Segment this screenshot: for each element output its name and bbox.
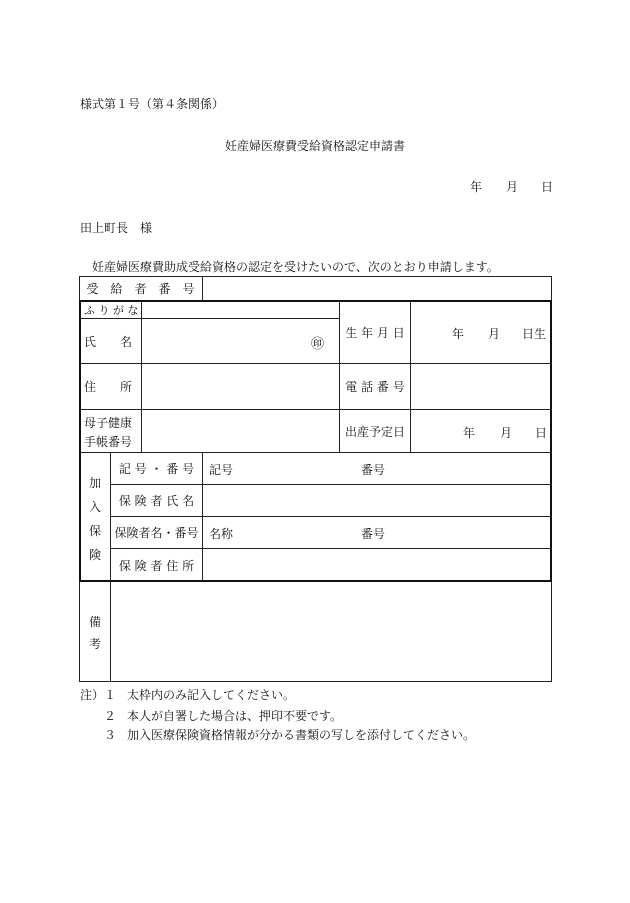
note-3-number: ３ — [104, 728, 117, 742]
date-year: 年 — [470, 180, 483, 194]
due-day: 日 — [535, 426, 548, 440]
symbol-number-label: 記 号 ・ 番 号 — [118, 462, 195, 476]
insurer-address-field[interactable] — [203, 549, 551, 581]
date-day: 日 — [541, 180, 554, 194]
date-month: 月 — [506, 180, 519, 194]
number-prefix: 番号 — [361, 463, 386, 477]
due-month: 月 — [500, 426, 513, 440]
birth-month: 月 — [488, 327, 501, 341]
symbol-prefix: 記号 — [209, 463, 234, 477]
due-year: 年 — [463, 426, 476, 440]
note-1-number: １ — [104, 688, 117, 702]
note-3-text: 加入医療保険資格情報が分かる書類の写しを添付してください。 — [127, 728, 476, 742]
seal-mark: ㊞ — [311, 337, 325, 352]
intro-text: 妊産婦医療費助成受給資格の認定を受けたいので、次のとおり申請します。 — [92, 260, 499, 274]
insurance-label-3: 保 — [89, 524, 102, 538]
insurer-name-number-label: 保険者名・番号 — [114, 526, 199, 540]
birthdate-label: 生 年 月 日 — [345, 325, 405, 340]
insured-name-label: 保 険 者 氏 名 — [118, 494, 195, 508]
due-date-label: 出産予定日 — [344, 424, 405, 439]
address-label: 住 所 — [84, 380, 133, 394]
recipient-number-field[interactable] — [203, 276, 552, 300]
name-field[interactable] — [142, 319, 339, 363]
name-label: 氏 名 — [84, 334, 133, 349]
remarks-field[interactable] — [111, 583, 551, 681]
handbook-label-line1: 母子健康 — [84, 416, 133, 430]
notes-prefix: 注） — [80, 688, 105, 702]
insurer-number-prefix: 番号 — [361, 527, 386, 541]
handbook-label-line2: 手帳番号 — [84, 435, 133, 449]
remarks-label-2: 考 — [89, 637, 102, 651]
insurer-address-label: 保 険 者 住 所 — [118, 558, 195, 573]
insurance-label-2: 入 — [89, 500, 102, 514]
form-title: 妊産婦医療費受給資格認定申請書 — [224, 139, 405, 153]
address-field[interactable] — [142, 364, 339, 409]
insurance-label-1: 加 — [89, 476, 102, 490]
phone-label: 電 話 番 号 — [345, 380, 405, 394]
remarks-label-1: 備 — [89, 615, 102, 629]
note-2-text: 本人が自署した場合は、押印不要です。 — [127, 709, 343, 723]
handbook-number-field[interactable] — [142, 410, 339, 452]
insurer-name-prefix: 名称 — [209, 527, 234, 541]
addressee: 田上町長 様 — [80, 221, 153, 235]
furigana-field[interactable] — [142, 301, 339, 318]
insured-name-field[interactable] — [203, 485, 551, 516]
recipient-number-label: 受 給 者 番 号 — [86, 281, 195, 296]
birth-day: 日生 — [522, 327, 547, 341]
furigana-label: ふ り が な — [84, 303, 139, 317]
phone-field[interactable] — [411, 364, 551, 409]
form-number: 様式第１号（第４条関係） — [80, 97, 225, 111]
note-1-text: 太枠内のみ記入してください。 — [127, 688, 296, 702]
note-2-number: ２ — [104, 709, 117, 723]
birth-year: 年 — [452, 327, 465, 341]
insurance-label-4: 険 — [89, 548, 102, 562]
